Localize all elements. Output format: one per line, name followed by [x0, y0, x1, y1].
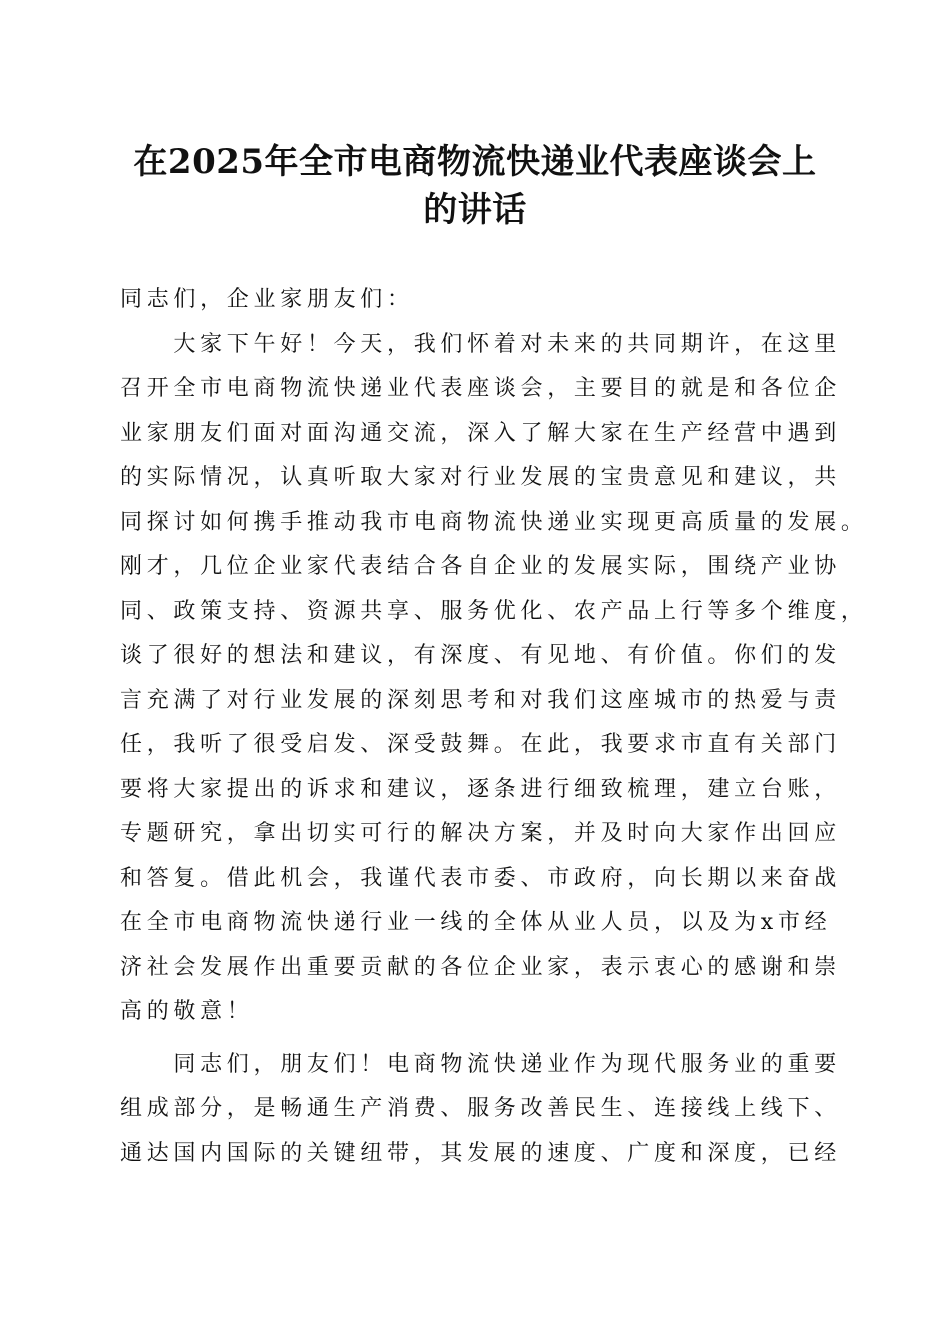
text-line: 召开全市电商物流快递业代表座谈会，主要目的就是和各位企 — [120, 376, 841, 401]
text-line: 同探讨如何携手推动我市电商物流快递业实现更高质量的发展。 — [120, 509, 868, 535]
text-line: 大家下午好！今天，我们怀着对未来的共同期许，在这里 — [120, 331, 841, 357]
text-line: 通达国内国际的关键纽带，其发展的速度、广度和深度，已经 — [120, 1140, 841, 1166]
paragraph-1 — [120, 323, 868, 1035]
text-line: 专题研究，拿出切实可行的解决方案，并及时向大家作出回应 — [120, 821, 841, 846]
title-line: 的讲话 — [423, 190, 527, 230]
greeting: 同志们，企业家朋友们： — [120, 287, 414, 312]
text-line: 济社会发展作出重要贡献的各位企业家，表示衷心的感谢和崇 — [120, 954, 841, 980]
document-title — [120, 138, 830, 234]
text-line: 组成部分，是畅通生产消费、服务改善民生、连接线上线下、 — [120, 1096, 841, 1121]
text-line: 和答复。借此机会，我谨代表市委、市政府，向长期以来奋战 — [120, 865, 841, 891]
text-line: 同、政策支持、资源共享、服务优化、农产品上行等多个维度， — [120, 598, 868, 624]
text-line: 言充满了对行业发展的深刻思考和对我们这座城市的热爱与责 — [120, 687, 841, 713]
text-line: 刚才，几位企业家代表结合各自企业的发展实际，围绕产业协 — [120, 554, 841, 579]
title-line: 在2025年全市电商物流快递业代表座谈会上 — [133, 142, 817, 182]
paragraph-2 — [120, 1043, 840, 1177]
text-line: 的实际情况，认真听取大家对行业发展的宝贵意见和建议，共 — [120, 465, 841, 490]
text-line: 同志们，朋友们！电商物流快递业作为现代服务业的重要 — [120, 1051, 841, 1077]
text-line: 任，我听了很受启发、深受鼓舞。在此，我要求市直有关部门 — [120, 732, 841, 757]
text-line: 谈了很好的想法和建议，有深度、有见地、有价值。你们的发 — [120, 643, 841, 668]
text-line: 业家朋友们面对面沟通交流，深入了解大家在生产经营中遇到 — [120, 420, 841, 446]
text-line: 要将大家提出的诉求和建议，逐条进行细致梳理，建立台账， — [120, 776, 841, 802]
text-line: 在全市电商物流快递行业一线的全体从业人员，以及为x市经 — [120, 910, 832, 935]
text-line: 高的敬意！ — [120, 999, 254, 1024]
paragraph-gap — [120, 1035, 840, 1043]
speech-body — [120, 278, 868, 1176]
